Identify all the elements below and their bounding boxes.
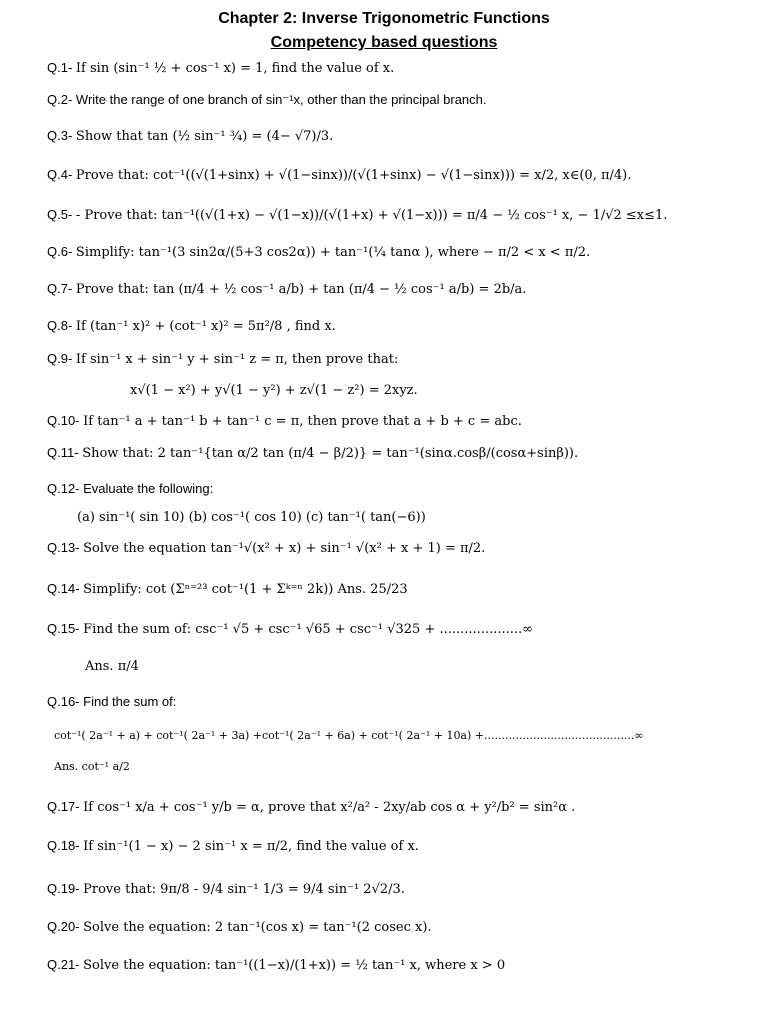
question-6 <box>47 243 747 262</box>
question-label: Q.7- <box>47 281 73 296</box>
question-label: Q.12- <box>47 481 80 496</box>
question-text: Find the sum of: csc⁻¹ √5 + csc⁻¹ √65 + csc⁻¹ √325 + ....................∞ <box>83 622 533 637</box>
question-text: Solve the equation: tan⁻¹((1−x)/(1+x)) = ½ tan⁻¹ x, where x > 0 <box>83 958 506 973</box>
question-label: Q.1- <box>47 60 73 75</box>
question-9-equation <box>130 381 768 400</box>
question-text: Simplify: tan⁻¹(3 sin2α/(5+3 cos2α)) + tan⁻¹(¼ tanα ), where − π/2 < x < π/2. <box>75 245 591 260</box>
question-label: Q.10- <box>47 413 80 428</box>
question-text: Evaluate the following: <box>83 481 214 496</box>
question-text: Write the range of one branch of sin⁻¹x, other than the principal branch. <box>75 92 487 107</box>
question-label: Q.16- <box>47 694 80 709</box>
question-15 <box>47 620 747 639</box>
question-text: Solve the equation tan⁻¹√(x² + x) + sin⁻¹ √(x² + x + 1) = π/2. <box>83 541 486 556</box>
question-label: Q.13- <box>47 540 80 555</box>
question-label: Q.8- <box>47 318 73 333</box>
answer-text: Ans. cot⁻¹ a/2 <box>54 760 130 773</box>
question-text: Prove that: 9π/8 - 9/4 sin⁻¹ 1/3 = 9/4 sin⁻¹ 2√2/3. <box>83 882 405 897</box>
question-text: Prove that: tan (π/4 + ½ cos⁻¹ a/b) + tan (π/4 − ½ cos⁻¹ a/b) = 2b/a. <box>75 282 527 297</box>
chapter-title: Chapter 2: Inverse Trigonometric Functions <box>218 10 550 27</box>
question-label: Q.11- <box>47 445 79 460</box>
question-text: (a) sin⁻¹( sin 10) (b) cos⁻¹( cos 10) (c) tan⁻¹( tan(−6)) <box>77 510 426 525</box>
question-14 <box>47 580 747 599</box>
question-16 <box>47 693 747 711</box>
question-text: If cos⁻¹ x/a + cos⁻¹ y/b = α, prove that x²/a² - 2xy/ab cos α + y²/b² = sin²α . <box>83 800 576 815</box>
question-20 <box>47 918 747 937</box>
question-7 <box>47 280 747 299</box>
question-text: cot⁻¹( 2a⁻¹ + a) + cot⁻¹( 2a⁻¹ + 3a) +cot⁻¹( 2a⁻¹ + 6a) + cot⁻¹( 2a⁻¹ + 10a) +...........................................∞ <box>54 729 644 742</box>
question-12-parts <box>77 508 768 527</box>
question-9 <box>47 350 747 369</box>
question-text: If tan⁻¹ a + tan⁻¹ b + tan⁻¹ c = π, then prove that a + b + c = abc. <box>83 414 522 429</box>
question-text: Prove that: cot⁻¹((√(1+sinx) + √(1−sinx))/(√(1+sinx) − √(1−sinx))) = x/2, x∈(0, π/4). <box>75 168 632 183</box>
question-18 <box>47 837 747 856</box>
question-label: Q.20- <box>47 919 80 934</box>
question-10 <box>47 412 747 431</box>
question-11 <box>47 444 747 463</box>
question-label: Q.18- <box>47 838 80 853</box>
question-text: If sin⁻¹(1 − x) − 2 sin⁻¹ x = π/2, find the value of x. <box>83 839 419 854</box>
question-label: Q.17- <box>47 799 80 814</box>
question-text: Show that tan (½ sin⁻¹ ¾) = (4− √7)/3. <box>75 129 334 144</box>
question-13 <box>47 539 747 558</box>
question-label: Q.4- <box>47 167 73 182</box>
question-5 <box>47 206 747 225</box>
question-text: If (tan⁻¹ x)² + (cot⁻¹ x)² = 5π²/8 , find x. <box>75 319 336 334</box>
question-label: Q.3- <box>47 128 73 143</box>
question-19 <box>47 880 747 899</box>
question-label: Q.5- <box>47 207 73 222</box>
question-3 <box>47 127 747 146</box>
section-subtitle: Competency based questions <box>270 34 498 51</box>
question-text: Solve the equation: 2 tan⁻¹(cos x) = tan⁻¹(2 cosec x). <box>83 920 432 935</box>
question-label: Q.9- <box>47 351 73 366</box>
question-label: Q.15- <box>47 621 80 636</box>
question-15-answer <box>85 657 768 676</box>
question-17 <box>47 798 747 817</box>
question-text: Show that: 2 tan⁻¹{tan α/2 tan (π/4 − β/2)} = tan⁻¹(sinα.cosβ/(cosα+sinβ)). <box>82 446 579 461</box>
question-16-answer <box>54 758 754 776</box>
answer-text: Ans. π/4 <box>85 659 139 674</box>
question-text: Find the sum of: <box>83 694 177 709</box>
question-12 <box>47 480 747 498</box>
question-16-series <box>54 727 754 745</box>
question-2 <box>47 91 747 109</box>
question-label: Q.14- <box>47 581 80 596</box>
question-label: Q.19- <box>47 881 80 896</box>
question-text: If sin⁻¹ x + sin⁻¹ y + sin⁻¹ z = π, then prove that: <box>75 352 399 367</box>
question-label: Q.21- <box>47 957 80 972</box>
question-text: x√(1 − x²) + y√(1 − y²) + z√(1 − z²) = 2xyz. <box>130 383 418 398</box>
question-label: Q.2- <box>47 92 73 107</box>
question-8 <box>47 317 747 336</box>
question-21 <box>47 956 747 975</box>
question-text: Simplify: cot (Σⁿ⁼²³ cot⁻¹(1 + Σᵏ⁼ⁿ 2k)) Ans. 25/23 <box>83 582 408 597</box>
question-text: - Prove that: tan⁻¹((√(1+x) − √(1−x))/(√(1+x) + √(1−x))) = π/4 − ½ cos⁻¹ x, − 1/√2 ≤x≤1. <box>75 208 668 223</box>
question-label: Q.6- <box>47 244 73 259</box>
question-1 <box>47 59 747 78</box>
question-4 <box>47 166 747 185</box>
question-text: If sin (sin⁻¹ ½ + cos⁻¹ x) = 1, find the value of x. <box>75 61 395 76</box>
